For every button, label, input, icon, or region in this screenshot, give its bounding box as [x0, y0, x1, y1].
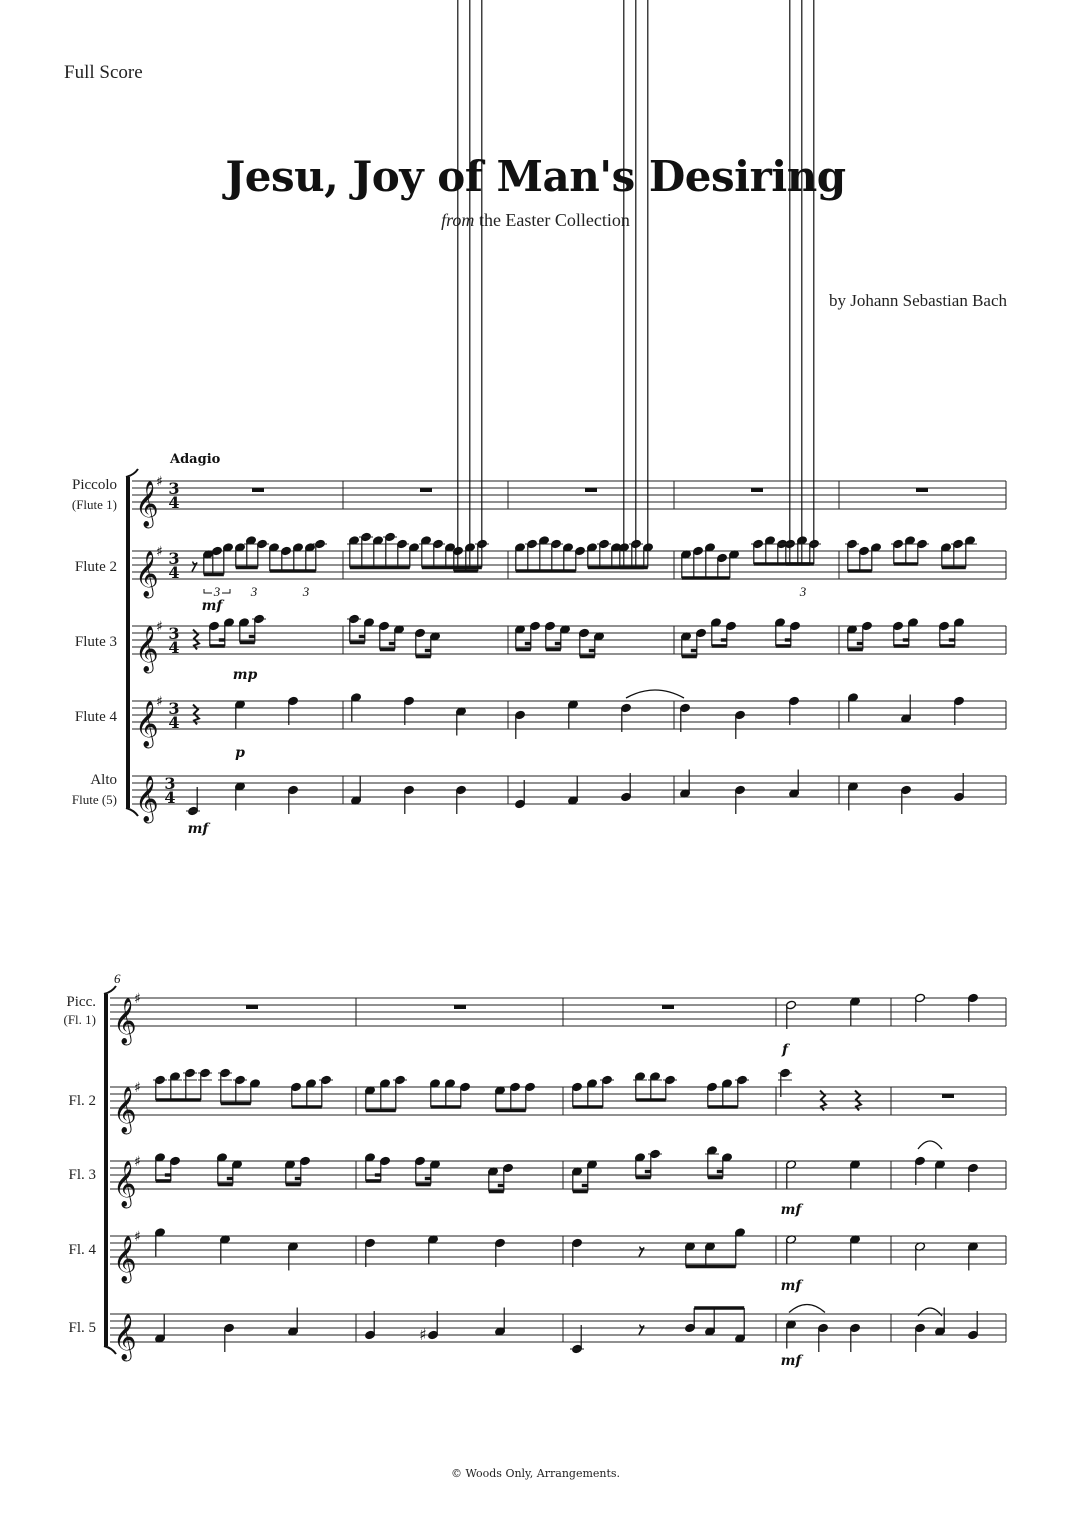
- part-label-4: Flute 4: [74, 709, 117, 725]
- slur: [918, 1308, 942, 1316]
- whole-rest: [246, 1005, 258, 1009]
- sharp-accidental: ♯: [419, 1325, 427, 1344]
- key-signature-sharp: ♯: [156, 619, 163, 635]
- tuplet-number: 3: [213, 584, 221, 599]
- treble-clef: 𝄞: [113, 998, 137, 1044]
- composer-credit: by Johann Sebastian Bach: [829, 291, 1007, 310]
- staff-system1-part2: [132, 551, 1006, 579]
- staff-system2-part5: [110, 1314, 1006, 1342]
- time-signature-bottom: 4: [168, 713, 180, 732]
- time-signature-bottom: 4: [168, 563, 180, 582]
- time-signature-top: 3: [168, 624, 180, 643]
- time-signature-bottom: 4: [164, 788, 176, 807]
- slur: [918, 1141, 942, 1149]
- treble-clef: 𝄞: [113, 1087, 137, 1133]
- part-label-1: Piccolo: [72, 477, 117, 493]
- whole-rest: [454, 1005, 466, 1009]
- tempo-marking: Adagio: [170, 452, 221, 467]
- part-label-5: Alto: [90, 772, 117, 788]
- treble-clef: 𝄞: [135, 551, 159, 597]
- eighth-rest: [639, 1247, 644, 1257]
- slur: [626, 690, 684, 698]
- key-signature-sharp: ♯: [134, 1154, 141, 1170]
- key-signature-sharp: ♯: [134, 1080, 141, 1096]
- dynamic-mf: mf: [201, 598, 223, 614]
- eighth-rest: [192, 562, 197, 572]
- dynamic-mf: mf: [780, 1202, 802, 1218]
- staff-system2-part4: [110, 1236, 1006, 1264]
- treble-clef: 𝄞: [113, 1161, 137, 1207]
- time-signature-bottom: 4: [168, 493, 180, 512]
- measure-number: 6: [114, 971, 121, 986]
- copyright-footer: © Woods Only, Arrangements.: [450, 1467, 621, 1480]
- staff-system1-part1: [132, 481, 1006, 509]
- treble-clef: 𝄞: [135, 776, 159, 822]
- subtitle-from: from: [441, 210, 475, 230]
- whole-rest: [916, 488, 928, 492]
- treble-clef: 𝄞: [113, 1314, 137, 1360]
- score-type-label: Full Score: [64, 62, 143, 83]
- time-signature-top: 3: [168, 699, 180, 718]
- dynamic-mf: mf: [187, 821, 209, 837]
- time-signature-top: 3: [168, 479, 180, 498]
- staff-system2-part2: [110, 1087, 1006, 1115]
- part-label-2: Fl. 2: [68, 1093, 96, 1109]
- whole-rest: [420, 488, 432, 492]
- dynamic-p: p: [235, 745, 245, 761]
- part-label-3: Flute 3: [74, 634, 117, 650]
- part-label-5: Fl. 5: [68, 1320, 96, 1336]
- treble-clef: 𝄞: [135, 701, 159, 747]
- tuplet-number: 3: [799, 584, 807, 599]
- part-label-1: Picc.: [66, 994, 96, 1010]
- score-title: Jesu, Joy of Man's Desiring: [225, 152, 846, 201]
- eighth-rest: [639, 1325, 644, 1335]
- dynamic-mf: mf: [780, 1278, 802, 1294]
- part-label-2: Flute 2: [74, 559, 117, 575]
- bracket-top: [126, 469, 138, 477]
- treble-clef: 𝄞: [113, 1236, 137, 1282]
- dynamic-f: f: [781, 1042, 789, 1058]
- time-signature-top: 3: [164, 774, 176, 793]
- dynamic-mf: mf: [780, 1353, 802, 1369]
- bracket-top: [104, 986, 116, 994]
- tuplet-number: 3: [302, 584, 310, 599]
- whole-rest: [585, 488, 597, 492]
- staff-system2-part3: [110, 1161, 1006, 1189]
- key-signature-sharp: ♯: [156, 694, 163, 710]
- tuplet-number: 3: [250, 584, 258, 599]
- subtitle-collection: the Easter Collection: [478, 210, 630, 230]
- whole-rest: [252, 488, 264, 492]
- part-label-3: Fl. 3: [68, 1167, 96, 1183]
- part-label-4: Fl. 4: [68, 1242, 96, 1258]
- treble-clef: 𝄞: [135, 481, 159, 527]
- treble-clef: 𝄞: [135, 626, 159, 672]
- part-sublabel-1: (Fl. 1): [63, 1012, 96, 1027]
- dynamic-mp: mp: [232, 667, 258, 683]
- time-signature-top: 3: [168, 549, 180, 568]
- key-signature-sharp: ♯: [156, 474, 163, 490]
- slur: [789, 1305, 825, 1313]
- whole-rest: [942, 1094, 954, 1098]
- whole-rest: [662, 1005, 674, 1009]
- part-sublabel-5: Flute (5): [71, 792, 117, 807]
- staff-system2-part1: [110, 998, 1006, 1026]
- key-signature-sharp: ♯: [156, 544, 163, 560]
- time-signature-bottom: 4: [168, 638, 180, 657]
- whole-rest: [751, 488, 763, 492]
- key-signature-sharp: ♯: [134, 1229, 141, 1245]
- key-signature-sharp: ♯: [134, 991, 141, 1007]
- part-sublabel-1: (Flute 1): [71, 497, 117, 512]
